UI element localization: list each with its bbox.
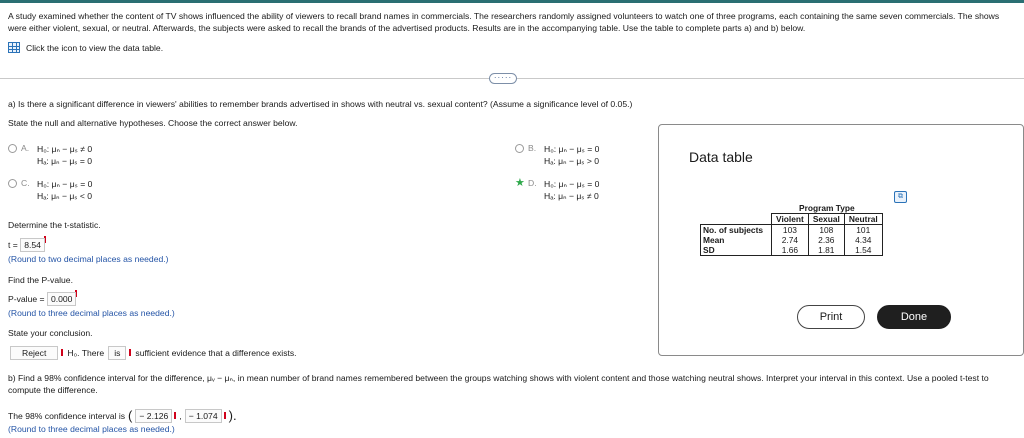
option-c-h0: H₀: μₙ − μₛ = 0 — [37, 179, 93, 189]
problem-intro: A study examined whether the content of TV shows influenced the ability of viewers to recall brand names in commercials. The researchers randomly assigned volunteers to watch one of three programs, each containing the same seven commercials. The shows were either violent, sexual, or neutral. Afterwards, the subjects were asked to recall the brands of the advertised products. Results are in the accompanying table. Use the table to complete parts a) and b) below. — [8, 11, 1000, 33]
t-stat-rounding: (Round to two decimal places as needed.) — [8, 254, 169, 264]
data-table-title: Data table — [689, 149, 753, 165]
conclusion-prompt: State your conclusion. — [8, 328, 93, 338]
conclusion-dropdown-2[interactable]: is — [108, 346, 126, 360]
option-b-letter: B. — [528, 143, 537, 153]
p-value-prompt: Find the P-value. — [8, 275, 73, 285]
table-cell: 2.74 — [772, 235, 809, 245]
option-b[interactable] — [515, 143, 599, 167]
conclusion-h0-text: H₀. There — [67, 348, 105, 358]
option-a-h0: H₀: μₙ − μₛ ≠ 0 — [37, 144, 93, 154]
table-row — [701, 225, 883, 236]
conclusion-tail-text: sufficient evidence that a difference exists. — [135, 348, 297, 358]
expand-button[interactable]: ····· — [489, 73, 517, 84]
ci-label: The 98% confidence interval is — [8, 411, 126, 421]
radio-option-c[interactable] — [8, 179, 17, 188]
table-cell: 2.36 — [808, 235, 844, 245]
part-a-question: a) Is there a significant difference in viewers' abilities to remember brands advertised in shows with neutral vs. sexual content? (Assume a significance level of 0.05.) — [8, 99, 633, 109]
option-b-h0: H₀: μₙ − μₛ = 0 — [544, 144, 600, 154]
column-header: Sexual — [808, 214, 844, 225]
p-value-label: P-value = — [8, 294, 45, 304]
ci-low-answer[interactable]: − 2.126 — [135, 409, 172, 423]
group-header: Program Type — [772, 203, 883, 214]
option-a-ha: Hₐ: μₙ − μₛ = 0 — [37, 156, 93, 166]
option-c[interactable] — [8, 178, 92, 202]
answer-flag — [224, 412, 226, 419]
ci-comma: , — [179, 411, 182, 421]
data-table — [700, 203, 883, 256]
ci-close-paren: ). — [228, 408, 237, 423]
print-button[interactable]: Print — [797, 305, 865, 329]
table-cell: 108 — [808, 225, 844, 236]
column-header: Neutral — [844, 214, 882, 225]
table-cell: 1.66 — [772, 245, 809, 256]
ci-rounding: (Round to three decimal places as needed.) — [8, 424, 175, 434]
data-table-icon[interactable] — [8, 42, 20, 53]
table-cell: 101 — [844, 225, 882, 236]
answer-flag — [61, 349, 63, 356]
ci-open-paren: ( — [128, 408, 133, 423]
p-value-answer[interactable]: 0.000 — [47, 292, 77, 306]
option-a[interactable] — [8, 143, 92, 167]
option-b-ha: Hₐ: μₙ − μₛ > 0 — [544, 156, 600, 166]
option-c-letter: C. — [21, 178, 30, 188]
correct-star-icon: ★ — [515, 177, 525, 189]
option-d-letter: D. — [528, 178, 537, 188]
conclusion-dropdown-1[interactable]: Reject — [10, 346, 58, 360]
row-label: No. of subjects — [701, 225, 772, 236]
answer-flag — [129, 349, 131, 356]
p-value-row — [8, 292, 77, 306]
t-stat-prompt: Determine the t-statistic. — [8, 220, 101, 230]
column-header: Violent — [772, 214, 809, 225]
done-button[interactable]: Done — [877, 305, 951, 329]
table-cell: 1.54 — [844, 245, 882, 256]
table-cell: 1.81 — [808, 245, 844, 256]
option-d-ha: Hₐ: μₙ − μₛ ≠ 0 — [544, 191, 599, 201]
copy-icon[interactable]: ⧉ — [894, 191, 907, 203]
answer-flag — [174, 412, 176, 419]
option-d-h0: H₀: μₙ − μₛ = 0 — [544, 179, 600, 189]
radio-option-a[interactable] — [8, 144, 17, 153]
row-label: Mean — [701, 235, 772, 245]
data-table-link-label: Click the icon to view the data table. — [26, 42, 164, 53]
table-row — [701, 235, 883, 245]
t-stat-label: t = — [8, 240, 18, 250]
conclusion-row — [10, 346, 297, 360]
t-stat-row — [8, 238, 46, 252]
ci-high-answer[interactable]: − 1.074 — [185, 409, 222, 423]
option-d[interactable] — [515, 178, 599, 202]
table-cell: 103 — [772, 225, 809, 236]
table-cell: 4.34 — [844, 235, 882, 245]
radio-option-b[interactable] — [515, 144, 524, 153]
part-a-instruction: State the null and alternative hypotheses. Choose the correct answer below. — [8, 118, 298, 128]
t-stat-answer[interactable]: 8.54 — [20, 238, 45, 252]
p-value-rounding: (Round to three decimal places as needed.) — [8, 308, 175, 318]
top-accent-bar — [0, 0, 1024, 3]
data-table-link[interactable] — [8, 42, 163, 53]
option-a-letter: A. — [21, 143, 30, 153]
option-c-ha: Hₐ: μₙ − μₛ < 0 — [37, 191, 93, 201]
table-row — [701, 245, 883, 256]
row-label: SD — [701, 245, 772, 256]
data-table-panel — [658, 124, 1024, 356]
part-b-question: b) Find a 98% confidence interval for the difference, μᵥ − μₙ, in mean number of brand names remembered between the groups watching shows with violent content and those watching neutral shows. Interpret your interval in this context. Use a pooled t-test to compute the difference. — [8, 373, 989, 395]
ci-row — [8, 409, 237, 423]
